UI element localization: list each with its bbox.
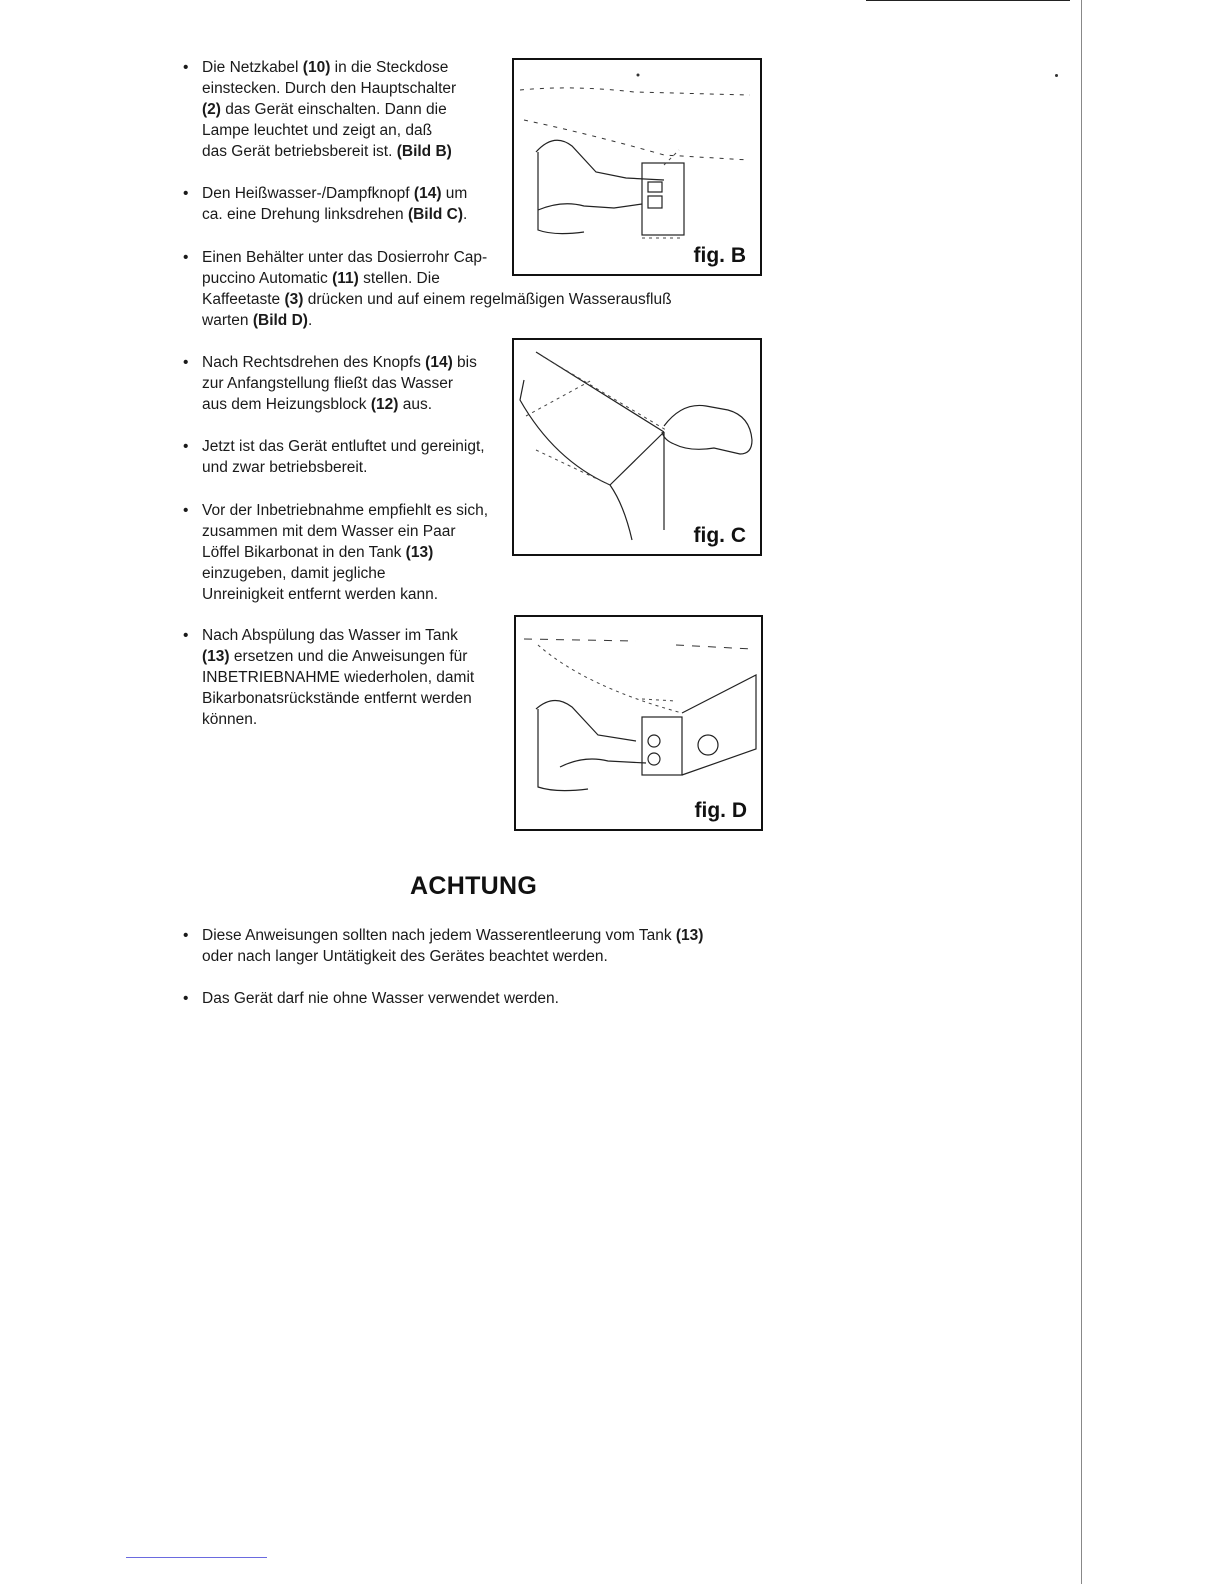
text-segment: zur Anfangstellung fließt das Wasser [202,375,453,392]
text-line [183,120,503,141]
text-segment: Nach Rechtsdrehen des Knopfs [202,354,426,371]
instruction-bicarbonate [183,500,513,605]
bold-reference: (2) [202,101,221,118]
bold-reference: (14) [425,354,453,371]
text-segment: warten [202,312,253,329]
text-segment: können. [202,711,258,728]
text-segment: aus dem Heizungsblock [202,396,371,413]
bold-reference: (13) [405,544,434,561]
top-rule [866,0,1070,1]
text-segment: Die Netzkabel [202,59,303,76]
instruction-steam-knob [183,183,503,225]
text-line [183,625,503,646]
text-segment: Unreinigkeit entfernt werden kann. [202,586,439,603]
text-line [183,584,513,605]
bold-reference: (11) [332,270,359,287]
text-segment: aus. [398,396,433,413]
text-segment: puccino Automatic [202,270,333,287]
warning-item-no-water [183,988,803,1009]
text-line [183,141,503,162]
text-line [183,925,803,946]
text-segment: . [307,312,313,329]
text-segment: in die Steckdose [330,59,449,76]
text-line [183,646,503,667]
text-line [183,183,503,204]
text-segment: Lampe leuchtet und zeigt an, daß [202,122,433,139]
text-line [183,521,513,542]
text-line [183,500,513,521]
bold-reference: (Bild D) [252,312,308,329]
text-segment: und zwar betriebsbereit. [202,459,368,476]
text-segment: das Gerät betriebsbereit ist. [202,143,397,160]
text-segment: Nach Abspülung das Wasser im Tank [202,627,458,644]
text-line [183,373,503,394]
text-segment: ersetzen und die Anweisungen für [229,648,468,665]
text-line [183,946,803,967]
figure-d-drawing [516,617,761,829]
text-segment: stellen. Die [358,270,440,287]
warning-heading: ACHTUNG [410,872,538,900]
text-line [183,57,503,78]
instruction-mains-cable [183,57,503,162]
text-segment: INBETRIEBNAHME wiederholen, damit [202,669,475,686]
bullet: • [183,627,189,644]
text-segment: zusammen mit dem Wasser ein Paar [202,523,456,540]
figure-b [512,58,762,276]
bullet: • [183,502,189,519]
text-segment: ca. eine Drehung linksdrehen [202,206,408,223]
bold-reference: (13) [202,648,230,665]
instruction-ready [183,436,513,478]
text-line [183,688,503,709]
text-segment: einstecken. Durch den Hauptschalter [202,80,457,97]
text-segment: oder nach langer Untätigkeit des Gerätes beachtet werden. [202,948,608,965]
text-segment: Den Heißwasser-/Dampfknopf [202,185,414,202]
text-segment: Kaffeetaste [202,291,285,308]
figure-b-label: fig. B [693,244,746,267]
figure-d [514,615,763,831]
text-line [183,709,503,730]
text-line [183,667,503,688]
text-line [183,78,503,99]
text-line [183,289,783,310]
text-line [183,204,503,225]
text-line [183,988,803,1009]
instruction-turn-knob-back [183,352,503,415]
bullet: • [183,249,189,266]
text-line [183,394,503,415]
bullet: • [183,59,189,76]
text-segment: bis [452,354,477,371]
bullet: • [183,185,189,202]
text-segment: Jetzt ist das Gerät entluftet und gereinigt, [202,438,485,455]
text-segment: das Gerät einschalten. Dann die [220,101,447,118]
text-line [183,563,513,584]
text-segment: Einen Behälter unter das Dosierrohr Cap- [202,249,488,266]
bullet: • [183,927,189,944]
bold-reference: (14) [413,185,442,202]
text-segment: Vor der Inbetriebnahme empfiehlt es sich, [202,502,489,519]
figure-c-drawing [514,340,760,554]
bold-reference: (3) [284,291,304,308]
bullet: • [183,438,189,455]
bold-reference: (10) [302,59,331,76]
figure-d-label: fig. D [694,799,747,822]
text-line [183,542,513,563]
text-line [183,352,503,373]
text-segment: drücken und auf einem regelmäßigen Wasserausfluß [303,291,672,308]
bold-reference: (Bild C) [407,206,464,223]
text-segment: Löffel Bikarbonat in den Tank [202,544,406,561]
text-segment: Das Gerät darf nie ohne Wasser verwendet werden. [202,990,559,1007]
bold-reference: (12) [370,396,399,413]
text-line [183,457,513,478]
figure-b-drawing [514,60,760,274]
text-segment: . [463,206,468,223]
text-segment: einzugeben, damit jegliche [202,565,386,582]
bullet: • [183,354,189,371]
text-segment: um [441,185,468,202]
bold-reference: (13) [675,927,704,944]
bold-reference: (Bild B) [396,143,452,160]
text-segment: Diese Anweisungen sollten nach jedem Wasserentleerung vom Tank [202,927,676,944]
warning-item-emptying [183,925,803,967]
bottom-rule [126,1557,267,1558]
figure-c-label: fig. C [693,524,746,547]
scan-speck [1055,74,1058,77]
instruction-rinse [183,625,503,730]
page-edge-line [1081,0,1082,1584]
text-line [183,99,503,120]
figure-c [512,338,762,556]
text-line [183,436,513,457]
bullet: • [183,990,189,1007]
text-line [183,310,783,331]
text-segment: Bikarbonatsrückstände entfernt werden [202,690,472,707]
